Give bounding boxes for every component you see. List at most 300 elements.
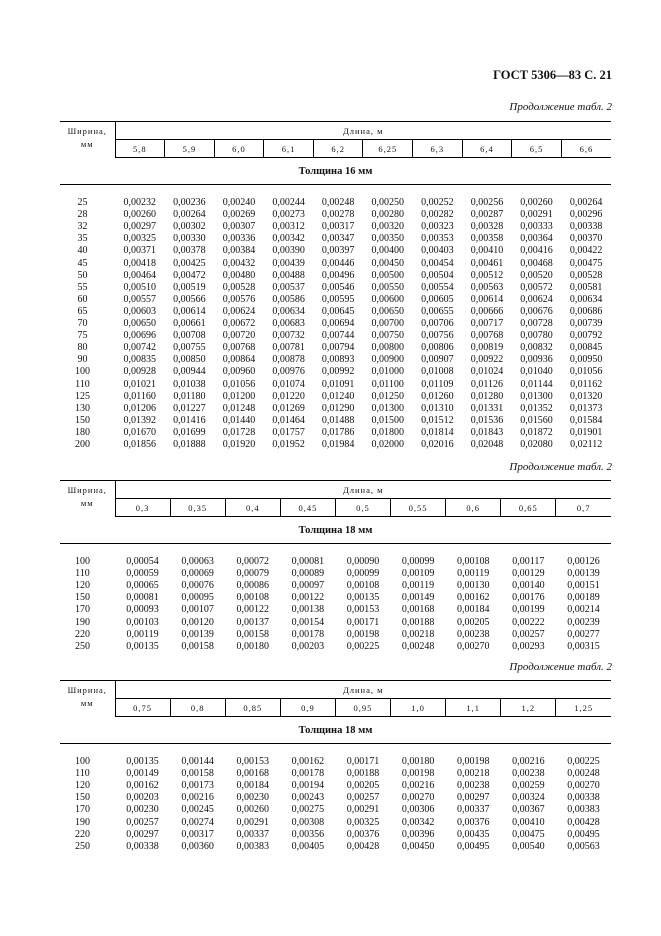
value-cell: 0,00243 (291, 792, 325, 804)
value-cell: 0,00297 (123, 221, 157, 233)
length-column-header: 0,45 (280, 499, 335, 517)
value-cell: 0,00095 (181, 592, 214, 604)
value-cell: 0,01126 (470, 378, 504, 390)
value-cell: 0,00347 (321, 233, 355, 245)
value-cell: 0,00264 (569, 197, 603, 209)
value-cell: 0,00742 (123, 342, 157, 354)
value-cell: 0,01416 (173, 414, 206, 426)
value-cell: 0,00260 (520, 197, 553, 209)
value-cell: 0,00135 (346, 592, 380, 604)
value-cell: 0,00666 (470, 305, 504, 317)
value-cell: 0,00107 (181, 604, 214, 616)
width-cell: 80 (77, 342, 88, 354)
width-cell: 100 (75, 556, 90, 568)
value-cell: 0,00454 (421, 257, 454, 269)
width-cell: 110 (75, 768, 90, 780)
value-cell: 0,00297 (456, 792, 490, 804)
value-cell: 0,00744 (321, 330, 355, 342)
value-cell: 0,01352 (520, 402, 553, 414)
value-cell: 0,00676 (520, 305, 553, 317)
value-cell: 0,00119 (457, 568, 490, 580)
width-cell: 28 (77, 209, 88, 221)
value-cell: 0,00696 (123, 330, 157, 342)
value-cell: 0,00274 (181, 816, 214, 828)
width-unit: мм (80, 698, 94, 708)
value-cell: 0,01670 (123, 426, 157, 438)
value-cell: 0,00081 (126, 592, 159, 604)
value-cell: 0,00450 (401, 840, 435, 852)
value-cell: 0,00850 (173, 354, 206, 366)
width-label: Ширина, (67, 685, 107, 695)
value-cell: 0,00603 (123, 305, 157, 317)
table-row (60, 592, 611, 604)
value-cell: 0,00950 (569, 354, 603, 366)
value-cell: 0,01024 (470, 366, 504, 378)
value-cell: 0,01160 (123, 390, 156, 402)
value-cell: 0,00928 (123, 366, 157, 378)
value-cell: 0,00384 (222, 245, 256, 257)
value-cell: 0,00225 (346, 640, 380, 652)
value-cell: 0,00634 (272, 305, 305, 317)
value-cell: 0,00291 (236, 816, 270, 828)
value-cell: 0,00317 (181, 828, 214, 840)
value-cell: 0,01786 (321, 426, 355, 438)
value-cell: 0,00214 (567, 604, 600, 616)
length-column-header: 0,4 (225, 499, 280, 517)
value-cell: 0,00634 (569, 293, 603, 305)
width-header (60, 122, 115, 158)
value-cell: 0,00581 (569, 281, 603, 293)
table-row (60, 768, 611, 780)
value-cell: 0,00122 (291, 592, 325, 604)
value-cell: 0,00878 (272, 354, 305, 366)
value-cell: 0,00119 (402, 580, 435, 592)
value-cell: 0,00162 (456, 592, 490, 604)
value-cell: 0,00230 (126, 804, 159, 816)
value-cell: 0,00800 (371, 342, 405, 354)
width-cell: 25 (77, 197, 88, 209)
table-row (60, 641, 611, 653)
value-cell: 0,00257 (346, 792, 380, 804)
value-cell: 0,00944 (173, 366, 206, 378)
value-cell: 0,00342 (272, 233, 305, 245)
value-cell: 0,01888 (173, 438, 206, 450)
value-cell: 0,00378 (173, 245, 206, 257)
value-cell: 0,00336 (222, 233, 256, 245)
value-cell: 0,01373 (569, 402, 603, 414)
width-cell: 130 (75, 402, 90, 414)
value-cell: 0,00367 (512, 804, 545, 816)
value-cell: 0,00189 (567, 592, 600, 604)
value-cell: 0,00129 (512, 568, 545, 580)
value-cell: 0,00428 (346, 840, 380, 852)
width-cell: 125 (75, 390, 90, 402)
table-row (60, 197, 611, 209)
value-cell: 0,01856 (123, 438, 157, 450)
value-cell: 0,00275 (291, 804, 325, 816)
value-cell: 0,00397 (321, 245, 355, 257)
value-cell: 0,00315 (567, 640, 600, 652)
value-cell: 0,01814 (421, 426, 454, 438)
value-cell: 0,01757 (272, 426, 305, 438)
table-row (60, 342, 611, 354)
table-row (60, 427, 611, 439)
value-cell: 0,00144 (181, 756, 214, 768)
width-label: Ширина, (67, 126, 107, 136)
width-cell: 150 (75, 792, 90, 804)
value-cell: 0,00325 (346, 816, 380, 828)
value-cell: 0,00371 (123, 245, 157, 257)
value-cell: 0,00130 (456, 580, 490, 592)
value-cell: 0,00158 (181, 768, 214, 780)
value-cell: 0,00333 (520, 221, 553, 233)
value-cell: 0,00706 (421, 318, 454, 330)
value-cell: 0,01464 (272, 414, 305, 426)
value-cell: 0,00257 (126, 816, 159, 828)
value-cell: 0,00108 (456, 556, 490, 568)
length-column-header: 5,9 (165, 140, 215, 158)
value-cell: 0,00624 (520, 293, 553, 305)
table-row (60, 282, 611, 294)
value-cell: 0,00992 (321, 366, 355, 378)
value-cell: 0,00418 (123, 257, 157, 269)
width-header (60, 481, 115, 517)
table-row (60, 629, 611, 641)
value-cell: 0,00205 (346, 780, 380, 792)
value-cell: 0,01984 (321, 438, 355, 450)
table-row (60, 817, 611, 829)
value-cell: 0,00149 (401, 592, 435, 604)
width-cell: 170 (75, 804, 90, 816)
value-cell: 0,00198 (456, 756, 490, 768)
value-cell: 0,00188 (346, 768, 380, 780)
value-cell: 0,00054 (126, 556, 159, 568)
length-column-header: 6,0 (214, 140, 264, 158)
value-cell: 0,00358 (470, 233, 504, 245)
value-cell: 0,00291 (520, 209, 553, 221)
value-cell: 0,00138 (291, 604, 325, 616)
data-table (60, 480, 611, 653)
width-cell: 190 (75, 816, 90, 828)
value-cell: 0,00293 (512, 640, 545, 652)
value-cell: 0,00496 (321, 269, 355, 281)
value-cell: 0,00739 (569, 318, 603, 330)
value-cell: 0,00259 (512, 780, 545, 792)
value-cell: 0,00480 (222, 269, 256, 281)
width-cell: 90 (77, 354, 88, 366)
value-cell: 0,00572 (520, 281, 553, 293)
value-cell: 0,00550 (371, 281, 405, 293)
value-cell: 0,00245 (181, 804, 214, 816)
table-row (60, 354, 611, 366)
value-cell: 0,00768 (470, 330, 504, 342)
value-cell: 0,01500 (371, 414, 405, 426)
value-cell: 0,00180 (401, 756, 435, 768)
value-cell: 0,00108 (346, 580, 380, 592)
value-cell: 0,01699 (173, 426, 206, 438)
width-cell: 180 (75, 426, 90, 438)
value-cell: 0,00168 (236, 768, 270, 780)
value-cell: 0,00238 (456, 780, 490, 792)
value-cell: 0,00976 (272, 366, 305, 378)
value-cell: 0,01000 (371, 366, 405, 378)
value-cell: 0,00119 (126, 628, 159, 640)
value-cell: 0,00450 (371, 257, 405, 269)
value-cell: 0,00400 (371, 245, 405, 257)
value-cell: 0,00171 (346, 616, 380, 628)
value-cell: 0,00694 (321, 318, 355, 330)
value-cell: 0,00792 (569, 330, 603, 342)
value-cell: 0,01260 (421, 390, 454, 402)
value-cell: 0,00225 (567, 756, 600, 768)
value-cell: 0,00257 (512, 628, 545, 640)
length-column-header: 0,6 (446, 499, 501, 517)
width-cell: 65 (77, 305, 88, 317)
value-cell: 0,00307 (222, 221, 256, 233)
value-cell: 0,00269 (222, 209, 256, 221)
value-cell: 0,00194 (291, 780, 325, 792)
value-cell: 0,00819 (470, 342, 504, 354)
value-cell: 0,00216 (512, 756, 545, 768)
value-cell: 0,00277 (567, 628, 600, 640)
value-cell: 0,00655 (421, 305, 454, 317)
table-row (60, 580, 611, 592)
value-cell: 0,00239 (567, 616, 600, 628)
width-cell: 120 (75, 580, 90, 592)
value-cell: 0,01091 (321, 378, 355, 390)
value-cell: 0,00238 (456, 628, 490, 640)
value-cell: 0,00410 (512, 816, 545, 828)
value-cell: 0,00065 (126, 580, 159, 592)
value-cell: 0,00325 (123, 233, 157, 245)
value-cell: 0,00720 (222, 330, 256, 342)
width-cell: 220 (75, 628, 90, 640)
value-cell: 0,00154 (291, 616, 325, 628)
length-column-header: 0,75 (115, 699, 170, 717)
value-cell: 0,00149 (126, 768, 159, 780)
value-cell: 0,00475 (569, 257, 603, 269)
length-column-header: 1,0 (391, 699, 446, 717)
value-cell: 0,00317 (321, 221, 355, 233)
value-cell: 0,00708 (173, 330, 206, 342)
value-cell: 0,00353 (421, 233, 454, 245)
length-column-header: 5,8 (115, 140, 165, 158)
value-cell: 0,01056 (569, 366, 603, 378)
value-cell: 0,01512 (421, 414, 454, 426)
value-cell: 0,01220 (272, 390, 305, 402)
value-cell: 0,00624 (222, 305, 256, 317)
table-row (60, 366, 611, 378)
value-cell: 0,01038 (173, 378, 206, 390)
value-cell: 0,00338 (126, 840, 159, 852)
value-cell: 0,00383 (567, 804, 600, 816)
value-cell: 0,00244 (272, 197, 305, 209)
value-cell: 0,00717 (470, 318, 504, 330)
value-cell: 0,00162 (291, 756, 325, 768)
value-cell: 0,02048 (470, 438, 504, 450)
value-cell: 0,00059 (126, 568, 159, 580)
value-cell: 0,00072 (236, 556, 270, 568)
value-cell: 0,00566 (173, 293, 206, 305)
value-cell: 0,01920 (222, 438, 256, 450)
table-row (60, 391, 611, 403)
value-cell: 0,00756 (421, 330, 454, 342)
value-cell: 0,00076 (181, 580, 214, 592)
width-cell: 250 (75, 840, 90, 852)
value-cell: 0,00069 (181, 568, 214, 580)
value-cell: 0,00198 (401, 768, 435, 780)
value-cell: 0,00356 (291, 828, 325, 840)
value-cell: 0,00264 (173, 209, 206, 221)
value-cell: 0,00337 (456, 804, 490, 816)
width-cell: 100 (75, 366, 90, 378)
value-cell: 0,00297 (126, 828, 159, 840)
value-cell: 0,00117 (512, 556, 545, 568)
value-cell: 0,00178 (291, 628, 325, 640)
value-cell: 0,00428 (567, 816, 600, 828)
value-cell: 0,00439 (272, 257, 305, 269)
length-column-header: 0,5 (335, 499, 390, 517)
table-row (60, 294, 611, 306)
length-column-header: 1,25 (556, 699, 611, 717)
value-cell: 0,00178 (291, 768, 325, 780)
table-row (60, 829, 611, 841)
value-cell: 0,00089 (291, 568, 325, 580)
value-cell: 0,00099 (346, 568, 380, 580)
value-cell: 0,00248 (401, 640, 435, 652)
width-cell: 60 (77, 293, 88, 305)
value-cell: 0,00546 (321, 281, 355, 293)
value-cell: 0,01056 (222, 378, 256, 390)
value-cell: 0,00468 (520, 257, 553, 269)
value-cell: 0,00139 (181, 628, 214, 640)
value-cell: 0,00537 (272, 281, 305, 293)
value-cell: 0,00168 (401, 604, 435, 616)
width-cell: 150 (75, 414, 90, 426)
value-cell: 0,00199 (512, 604, 545, 616)
width-cell: 170 (75, 604, 90, 616)
value-cell: 0,00232 (123, 197, 157, 209)
width-cell: 50 (77, 269, 88, 281)
value-cell: 0,00097 (291, 580, 325, 592)
value-cell: 0,00291 (346, 804, 380, 816)
value-cell: 0,00614 (470, 293, 504, 305)
value-cell: 0,00528 (222, 281, 256, 293)
value-cell: 0,00135 (126, 756, 159, 768)
value-cell: 0,00936 (520, 354, 553, 366)
value-cell: 0,00122 (236, 604, 270, 616)
table-row (60, 617, 611, 629)
value-cell: 0,01584 (569, 414, 603, 426)
value-cell: 0,00198 (346, 628, 380, 640)
value-cell: 0,00140 (512, 580, 545, 592)
value-cell: 0,00425 (173, 257, 206, 269)
value-cell: 0,00435 (456, 828, 490, 840)
value-cell: 0,00755 (173, 342, 206, 354)
value-cell: 0,00960 (222, 366, 256, 378)
table-row (60, 318, 611, 330)
length-column-header: 6,4 (462, 140, 512, 158)
width-cell: 190 (75, 616, 90, 628)
width-cell: 110 (75, 378, 90, 390)
value-cell: 0,00260 (236, 804, 270, 816)
value-cell: 0,00218 (456, 768, 490, 780)
value-cell: 0,00099 (401, 556, 435, 568)
value-cell: 0,00390 (272, 245, 305, 257)
value-cell: 0,01248 (222, 402, 256, 414)
value-cell: 0,00328 (470, 221, 504, 233)
value-cell: 0,00151 (567, 580, 600, 592)
value-cell: 0,00153 (236, 756, 270, 768)
value-cell: 0,00135 (126, 640, 159, 652)
value-cell: 0,00488 (272, 269, 305, 281)
width-cell: 120 (75, 780, 90, 792)
value-cell: 0,00540 (512, 840, 545, 852)
value-cell: 0,00446 (321, 257, 355, 269)
value-cell: 0,00586 (272, 293, 305, 305)
value-cell: 0,01021 (123, 378, 157, 390)
value-cell: 0,02016 (421, 438, 454, 450)
table-row (60, 379, 611, 391)
value-cell: 0,01300 (520, 390, 553, 402)
value-cell: 0,01040 (520, 366, 553, 378)
value-cell: 0,00528 (569, 269, 603, 281)
value-cell: 0,01560 (520, 414, 553, 426)
value-cell: 0,01290 (321, 402, 355, 414)
value-cell: 0,00614 (173, 305, 206, 317)
value-cell: 0,00162 (126, 780, 159, 792)
value-cell: 0,00835 (123, 354, 157, 366)
value-cell: 0,00900 (371, 354, 405, 366)
value-cell: 0,00252 (421, 197, 454, 209)
value-cell: 0,00250 (371, 197, 405, 209)
value-cell: 0,00338 (569, 221, 603, 233)
value-cell: 0,00330 (173, 233, 206, 245)
value-cell: 0,00108 (236, 592, 270, 604)
value-cell: 0,00576 (222, 293, 256, 305)
value-cell: 0,00079 (236, 568, 270, 580)
value-cell: 0,00320 (371, 221, 405, 233)
value-cell: 0,00845 (569, 342, 603, 354)
value-cell: 0,00256 (470, 197, 504, 209)
value-cell: 0,01843 (470, 426, 504, 438)
value-cell: 0,01200 (222, 390, 256, 402)
table-row (60, 221, 611, 233)
length-column-header: 0,95 (335, 699, 390, 717)
length-column-header: 1,1 (446, 699, 501, 717)
value-cell: 0,00700 (371, 318, 405, 330)
length-column-header: 6,2 (313, 140, 363, 158)
value-cell: 0,00287 (470, 209, 504, 221)
value-cell: 0,00218 (401, 628, 435, 640)
width-unit: мм (80, 498, 94, 508)
value-cell: 0,00520 (520, 269, 553, 281)
value-cell: 0,01952 (272, 438, 305, 450)
table-row (60, 415, 611, 427)
table-row (60, 209, 611, 221)
value-cell: 0,01074 (272, 378, 305, 390)
value-cell: 0,00063 (181, 556, 214, 568)
value-cell: 0,00781 (272, 342, 305, 354)
value-cell: 0,00337 (236, 828, 270, 840)
value-cell: 0,00184 (456, 604, 490, 616)
value-cell: 0,00922 (470, 354, 504, 366)
value-cell: 0,00864 (222, 354, 256, 366)
value-cell: 0,00907 (421, 354, 454, 366)
value-cell: 0,01269 (272, 402, 305, 414)
value-cell: 0,00768 (222, 342, 256, 354)
value-cell: 0,00270 (567, 780, 600, 792)
